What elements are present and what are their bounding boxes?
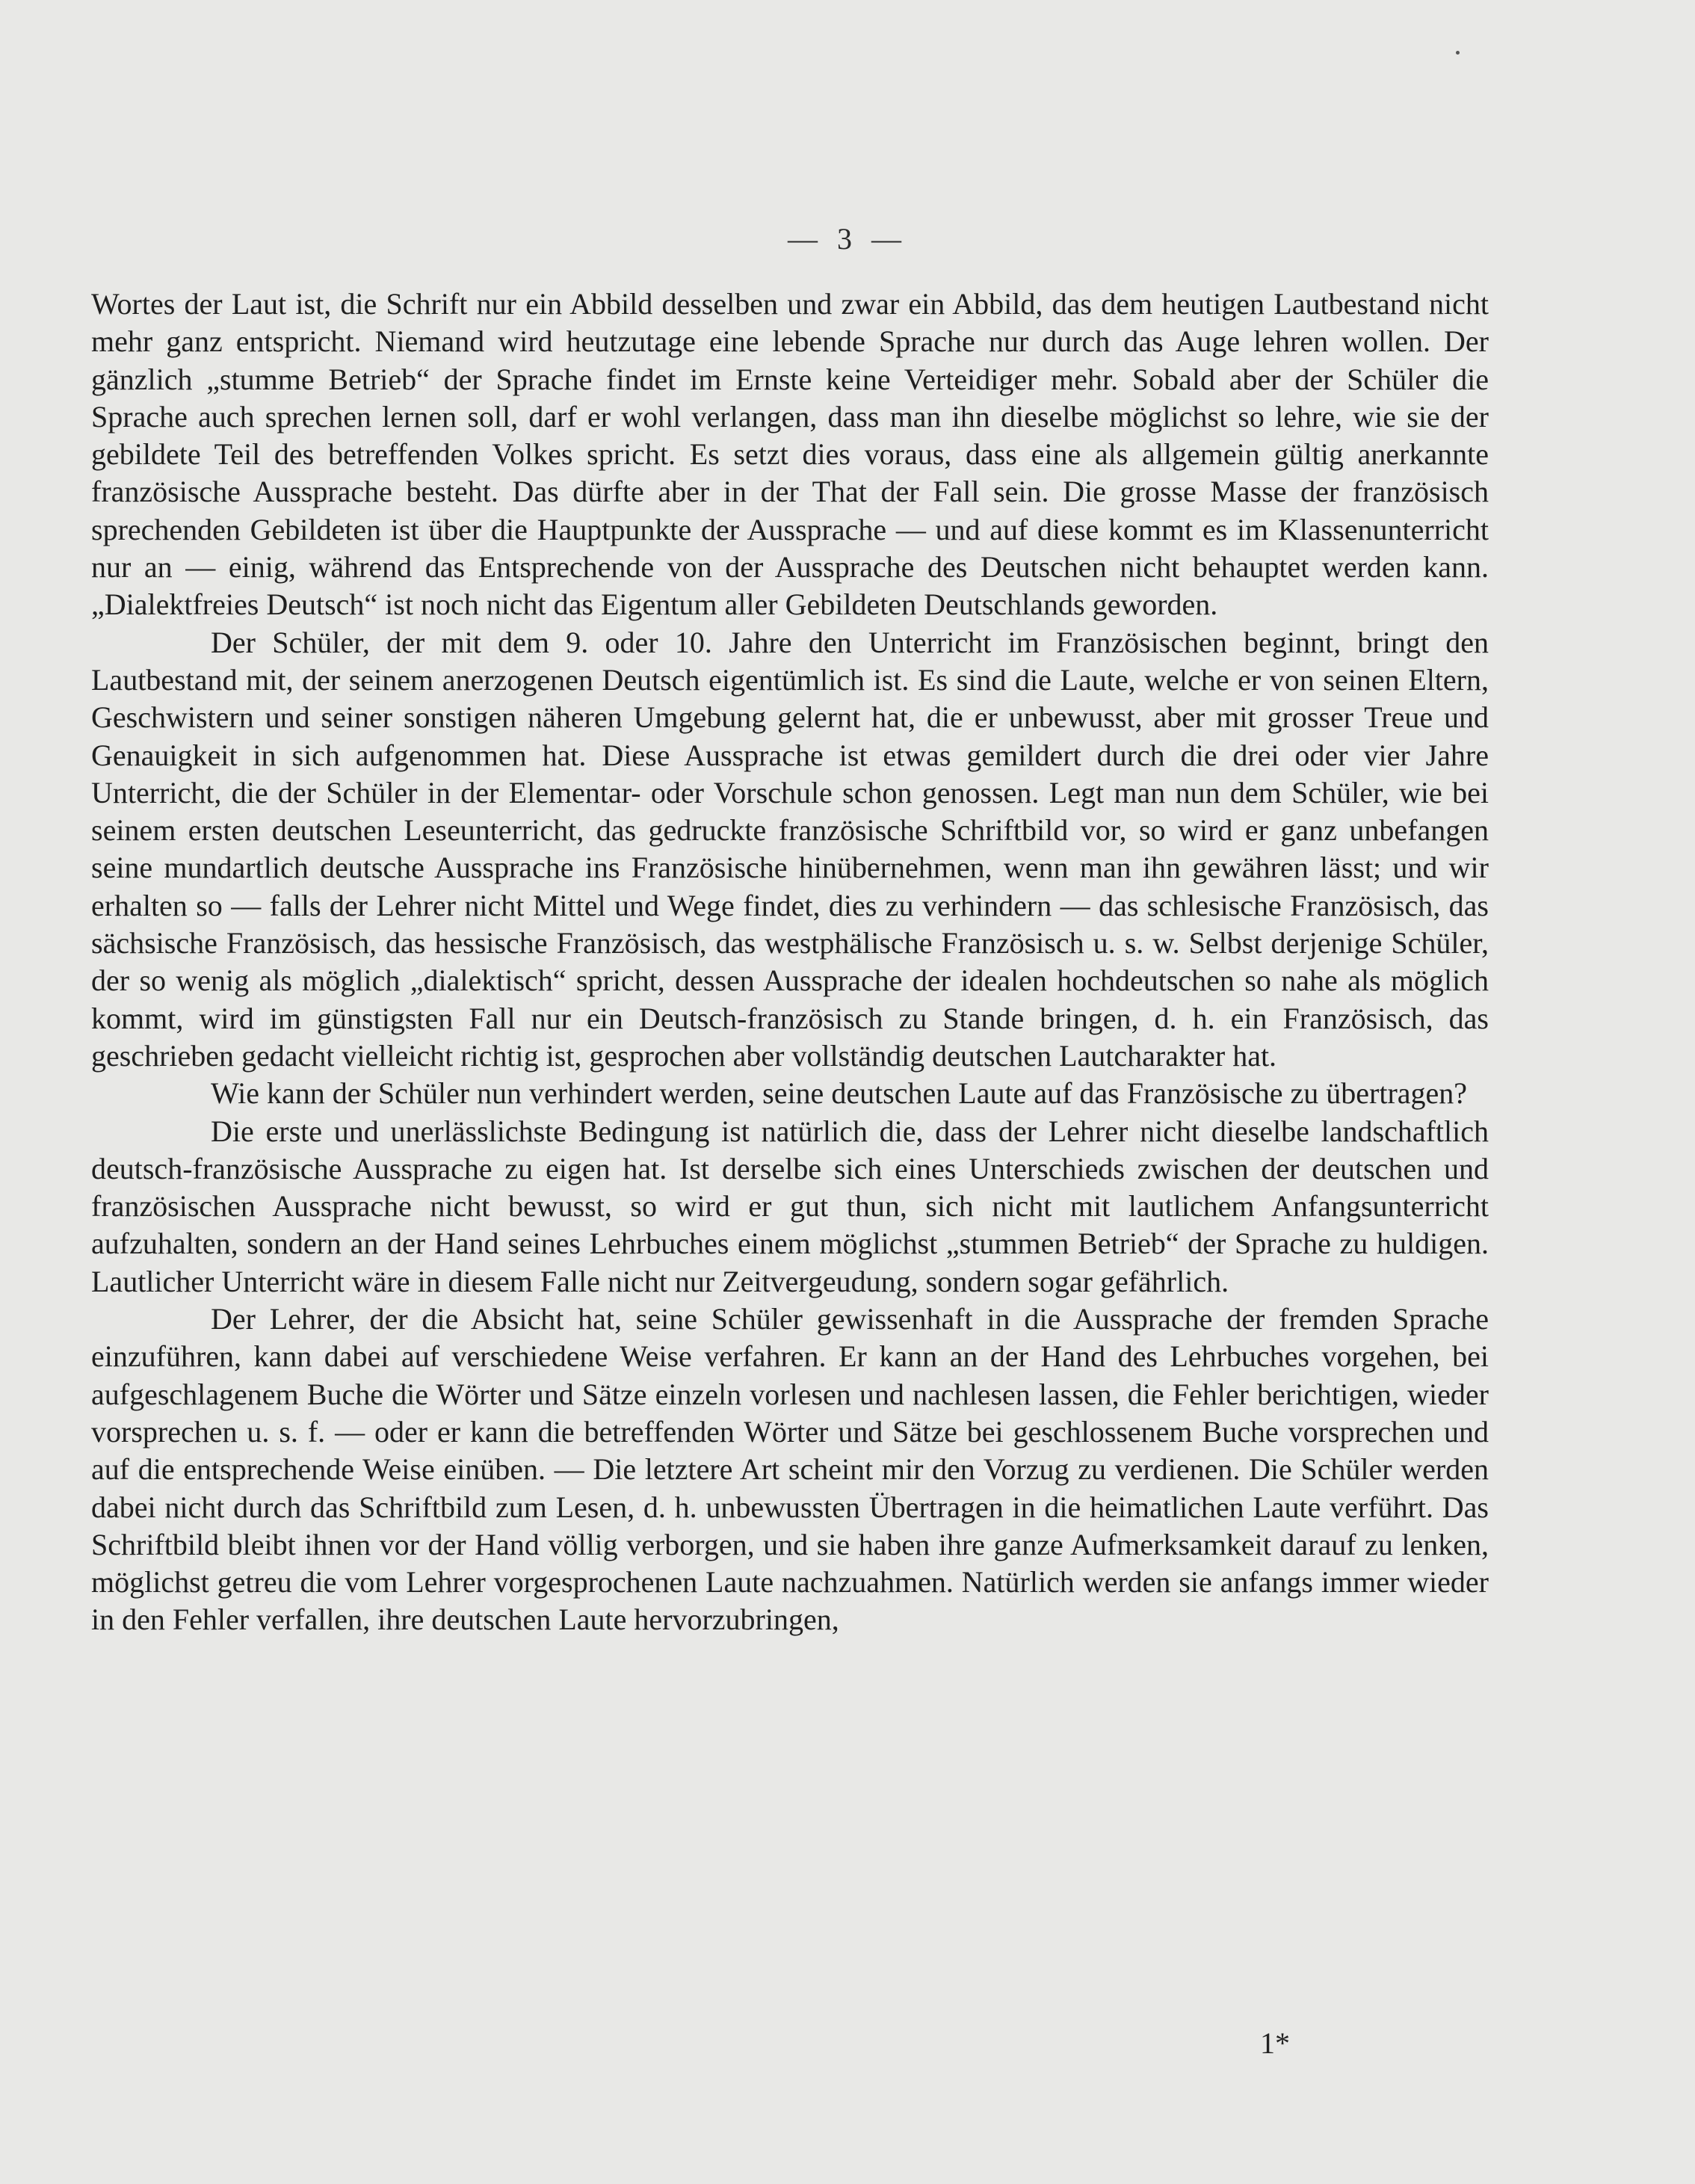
body-text — [91, 286, 1489, 1639]
paragraph-3: Wie kann der Schüler nun verhindert werden, seine deutschen Laute auf das Französische zu übertragen? — [211, 1076, 1468, 1111]
paragraph-1: Wortes der Laut ist, die Schrift nur ein Abbild desselben und zwar ein Abbild, das dem heutigen Lautbestand nicht mehr ganz entspricht. Niemand wird heutzutage eine lebende Sprache nur durch das Auge lehren wollen. Der gänzlich „stumme Betrieb“ der Sprache findet im Ernste keine Verteidiger mehr. Sobald aber der Schüler die Sprache auch sprechen lernen soll, darf er wohl verlangen, dass man ihn dieselbe möglichst so lehre, wie sie der gebildete Teil des betreffenden Volkes spricht. Es setzt dies voraus, dass eine als allgemein gültig anerkannte französische Aussprache besteht. Das dürfte aber in der That der Fall sein. Die grosse Masse der französisch sprechenden Gebildeten ist über die Hauptpunkte der Aussprache — und auf diese kommt es im Klassenunterricht nur an — einig, während das Entsprechende von der Aussprache des Deutschen nicht behauptet werden kann. „Dialektfreies Deutsch“ ist noch nicht das Eigentum aller Gebildeten Deutschlands geworden. — [91, 287, 1489, 622]
page-number-header: — 3 — — [788, 222, 907, 256]
paragraph-2: Der Schüler, der mit dem 9. oder 10. Jahre den Unterricht im Französischen beginnt, bringt den Lautbestand mit, der seinem anerzogenen Deutsch eigentümlich ist. Es sind die Laute, welche er von seinen Eltern, Geschwistern und seiner sonstigen näheren Umgebung gelernt hat, die er unbewusst, aber mit grosser Treue und Genauigkeit in sich aufgenommen hat. Diese Aussprache ist etwas gemildert durch die drei oder vier Jahre Unterricht, die der Schüler in der Elementar- oder Vorschule schon genossen. Legt man nun dem Schüler, wie bei seinem ersten deutschen Leseunterricht, das gedruckte französische Schriftbild vor, so wird er ganz unbefangen seine mundartlich deutsche Aussprache ins Französische hinübernehmen, wenn man ihn gewähren lässt; und wir erhalten so — falls der Lehrer nicht Mittel und Wege findet, dies zu verhindern — das schlesische Französisch, das sächsische Französisch, das hessische Französisch, das westphälische Französisch u. s. w. Selbst derjenige Schüler, der so wenig als möglich „dialektisch“ spricht, dessen Aussprache der idealen hochdeutschen so nahe als möglich kommt, wird im günstigsten Fall nur ein Deutsch-französisch zu Stande bringen, d. h. ein Französisch, das geschrieben gedacht vielleicht richtig ist, gesprochen aber vollständig deutschen Lautcharakter hat. — [91, 625, 1489, 1073]
signature-mark: 1* — [1260, 2026, 1290, 2060]
ink-speck — [1456, 51, 1460, 55]
paragraph-5: Der Lehrer, der die Absicht hat, seine Schüler gewissenhaft in die Aussprache der fremden Sprache einzuführen, kann dabei auf verschiedene Weise verfahren. Er kann an der Hand des Lehrbuches vorgehen, bei aufgeschlagenem Buche die Wörter und Sätze einzeln vorlesen und nachlesen lassen, die Fehler berichtigen, wieder vorsprechen u. s. f. — oder er kann die betreffenden Wörter und Sätze bei geschlossenem Buche vorsprechen und auf die entsprechende Weise einüben. — Die letztere Art scheint mir den Vorzug zu verdienen. Die Schüler werden dabei nicht durch das Schriftbild zum Lesen, d. h. unbewussten Übertragen in die heimatlichen Laute verführt. Das Schriftbild bleibt ihnen vor der Hand völlig verborgen, und sie haben ihre ganze Aufmerksamkeit darauf zu lenken, möglichst getreu die vom Lehrer vorgesprochenen Laute nachzuahmen. Natürlich werden sie anfangs immer wieder in den Fehler verfallen, ihre deutschen Laute hervorzubringen, — [91, 1302, 1489, 1637]
paragraph-4: Die erste und unerlässlichste Bedingung ist natürlich die, dass der Lehrer nicht dieselbe landschaftlich deutsch-französische Aussprache zu eigen hat. Ist derselbe sich eines Unterschieds zwischen der deutschen und französischen Aussprache nicht bewusst, so wird er gut thun, sich nicht mit lautlichem Anfangsunterricht aufzuhalten, sondern an der Hand seines Lehrbuches einem möglichst „stummen Betrieb“ der Sprache zu huldigen. Lautlicher Unterricht wäre in diesem Falle nicht nur Zeitvergeudung, sondern sogar gefährlich. — [91, 1114, 1489, 1298]
